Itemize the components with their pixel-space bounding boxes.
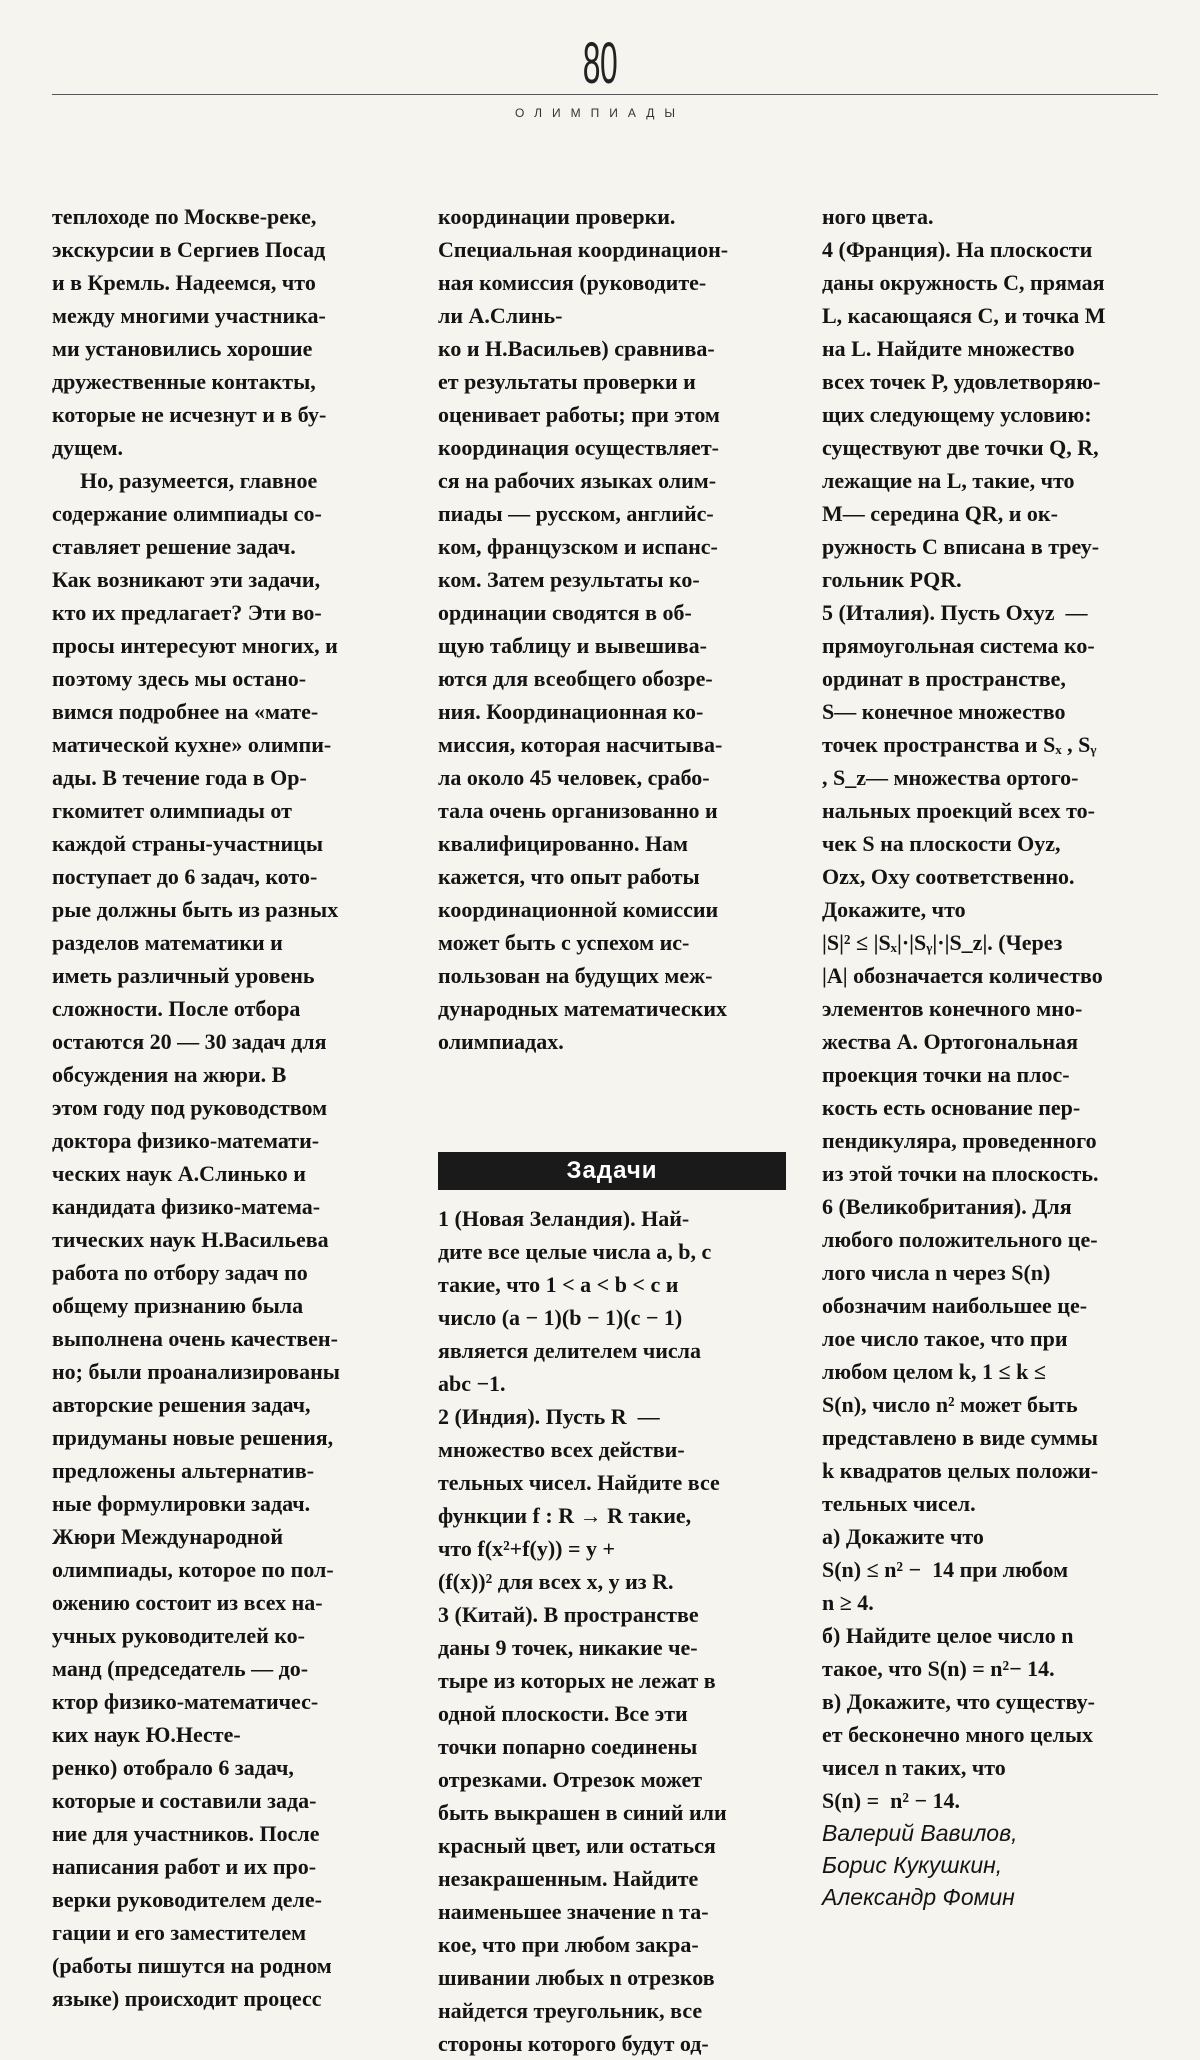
paragraph-problem-selection: Но, разумеется, главное содержание олимпиады со- ставляет решение задач. Как возникают эти задачи, кто их предлагает? Эти во- просы интересуют многих, и поэтому здесь мы остано- вимся подробнее на «мате- матической кухне» олимпи- ады. В течение года в Ор- гкомитет олимпиады от каждой страны-участницы поступает до 6 задач, кото- рые должны быть из разных разделов математики и иметь различный уровень сложности. После отбора остаются 20 — 30 задач для обсуждения на жюри. В этом году под руководством доктора физико-математи- ческих наук А.Слинько и кандидата физико-матема- тических наук Н.Васильева работа по отбору задач по общему признанию была выполнена очень качествен- но; были проанализированы авторские решения задач, придуманы новые решения, предложены альтернатив- ные формулировки задач. Жюри Международной олимпиады, которое по пол- ожению состоит из всех на- учных руководителей ко- манд (председатель — до- ктор физико-математичес- ких наук Ю.Несте- ренко) отобрало 6 задач, которые и составили зада- ние для участников. После написания работ и их про- верки руководителем деле- гации и его заместителем (работы пишутся на родном языке) происходит процесс [52,468,340,2011]
column-3 [822,200,1170,1913]
section-title: ОЛИМПИАДЫ [514,106,686,120]
authors: Валерий Вавилов, Борис Кукушкин, Александр Фомин [822,1820,1018,1910]
problem-3: 3 (Китай). В пространстве даны 9 точек, никакие че- тыре из которых не лежат в одной плоскости. Все эти точки попарно соединены отрезками. Отрезок может быть выкрашен в синий или красный цвет, или остаться незакрашенным. Найдите наименьшее значение n та- кое, что при любом закра- шивании любых n отрезков найдется треугольник, все стороны которого будут од- [438,1602,727,2056]
paragraph-excursions: теплоходе по Москве-реке, экскурсии в Сергиев Посад и в Кремль. Надеемся, что между многими участника- ми установились хорошие дружественные контакты, которые не исчезнут и в бу- дущем. [52,204,327,460]
problems-heading: Задачи [438,1152,786,1190]
problem-2: 2 (Индия). Пусть R — множество всех действи- тельных чисел. Найдите все функции f : R → R такие, что f(x²+f(y)) = y + (f(x))² для всех x, y из R. [438,1404,720,1594]
problem-4: 4 (Франция). На плоскости даны окружность C, прямая L, касающаяся C, и точка M на L. Найдите множество всех точек P, удовлетворяю- щих следующему условию: существуют две точки Q, R, лежащие на L, такие, что M— середина QR, и ок- ружность C вписана в треу- гольник PQR. [822,237,1106,592]
paragraph-coordination: координации проверки. Специальная координацион- ная комиссия (руководите- ли А.Слинь- ко и Н.Васильев) сравнива- ет результаты проверки и оценивает работы; при этом координация осуществляет- ся на рабочих языках олим- пиады — русском, английс- ком, французском и испанс- ком. Затем результаты ко- ординации сводятся в об- щую таблицу и вывешива- ются для всеобщего обозре- ния. Координационная ко- миссия, которая насчитыва- ла около 45 человек, срабо- тала очень организованно и квалифицированно. Нам кажется, что опыт работы координационной комиссии может быть с успехом ис- пользован на будущих меж- дународных математических олимпиадах. [438,204,729,1054]
page-number: 80 [582,31,618,96]
column-1 [52,200,402,2015]
problem-3-end: ного цвета. [822,204,934,229]
problem-5: 5 (Италия). Пусть Oxyz — прямоугольная система ко- ординат в пространстве, S— конечное множество точек пространства и Sₓ , Sᵧ , S_z— множества ортого- нальных проекций всех то- чек S на плоскости Oyz, Ozx, Oxy соответственно. Докажите, что [822,600,1097,922]
header-rule [52,94,1158,95]
problem-6: 6 (Великобритания). Для любого положительного це- лого числа n через S(n) обозначим наибольшее це- лое число такое, что при любом целом k, 1 ≤ k ≤ S(n), число n² может быть представлено в виде суммы k квадратов целых положи- тельных чисел. а) Докажите что S(n) ≤ n² − 14 при любом n ≥ 4. б) Найдите целое число n такое, что S(n) = n²− 14. в) Докажите, что существу- ет бесконечно много целых чисел n таких, что S(n) = n² − 14. [822,1194,1099,1813]
problem-1: 1 (Новая Зеландия). Най- дите все целые числа a, b, c такие, что 1 < a < b < c и число (a − 1)(b − 1)(c − 1) является делителем числа abc −1. [438,1206,712,1396]
problem-5-formula: |S|² ≤ |Sₓ|·|Sᵧ|·|S_z|. (Через [822,930,1063,955]
problem-5-definition: |A| обозначается количество элементов конечного мно- жества A. Ортогональная проекция точки на плос- кость есть основание пер- пендикуляра, проведенного из этой точки на плоскость. [822,963,1103,1186]
column-2 [438,200,786,2060]
